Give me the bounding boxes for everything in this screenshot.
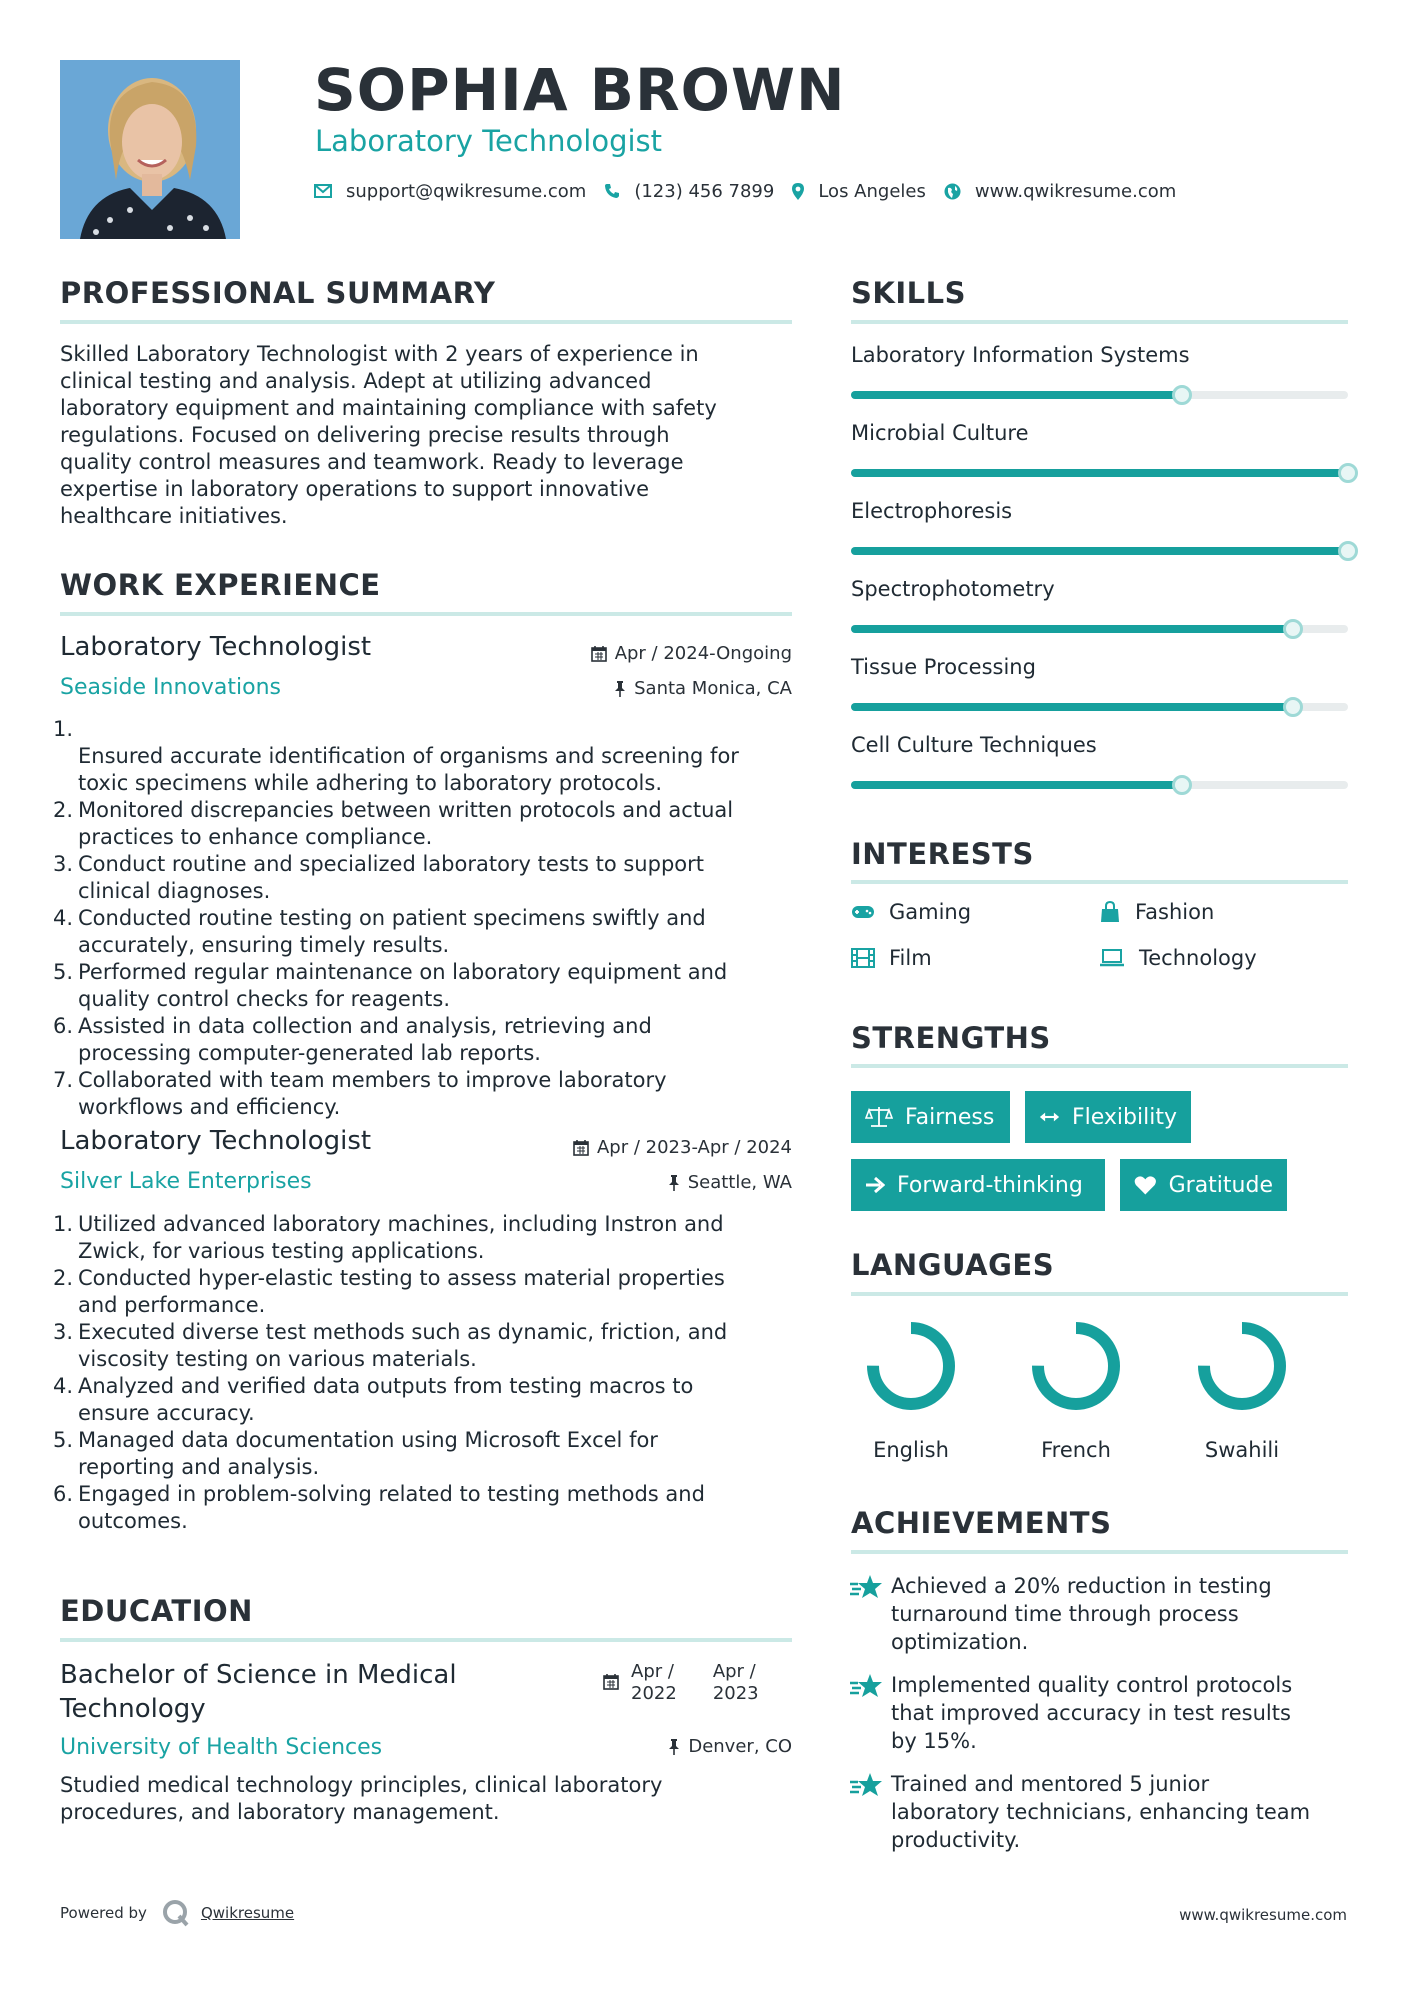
language-level-arc bbox=[873, 1328, 949, 1404]
language-item bbox=[836, 1318, 986, 1462]
skill-bar-handle bbox=[1338, 463, 1358, 483]
list-item: 2. Monitored discrepancies between written protocols and actual practices to enhance compliance. bbox=[53, 798, 734, 849]
footer-powered-by bbox=[60, 1898, 294, 1928]
education-end: Apr / 2023 bbox=[712, 1661, 759, 1704]
contact-bar bbox=[314, 178, 1194, 204]
list-item: 3. Executed diverse test methods such as dynamic, friction, and viscosity testing on various materials. bbox=[53, 1320, 728, 1371]
footer-site-link[interactable]: www.qwikresume.com bbox=[1179, 1906, 1347, 1924]
skill-bar bbox=[851, 469, 1348, 477]
pushpin-icon bbox=[668, 1175, 680, 1191]
list-item: 4. Analyzed and verified data outputs from testing macros to ensure accuracy. bbox=[53, 1374, 694, 1425]
list-item: 5. Performed regular maintenance on laboratory equipment and quality control checks for reagents. bbox=[53, 960, 728, 1011]
skill-label: Electrophoresis bbox=[851, 499, 1013, 523]
languages-divider bbox=[851, 1292, 1348, 1296]
job-duties-list bbox=[53, 1211, 800, 1535]
summary-line: clinical testing and analysis. Adept at utilizing advanced bbox=[60, 369, 652, 393]
skills-heading: SKILLS bbox=[851, 276, 966, 310]
list-item: 6. Engaged in problem-solving related to testing methods and outcomes. bbox=[53, 1482, 705, 1533]
skill-bar bbox=[851, 703, 1348, 711]
skill-bar bbox=[851, 391, 1348, 399]
profile-photo bbox=[60, 60, 240, 239]
school-location-text: Denver, CO bbox=[688, 1736, 792, 1757]
strength-badge-fairness bbox=[851, 1091, 1010, 1143]
summary-text bbox=[60, 341, 800, 530]
skill-bar-handle bbox=[1338, 541, 1358, 561]
job-dates-text: Apr / 2023-Apr / 2024 bbox=[596, 1137, 792, 1158]
list-item: 5. Managed data documentation using Microsoft Excel for reporting and analysis. bbox=[53, 1428, 658, 1479]
contact-email[interactable] bbox=[314, 181, 586, 202]
strength-label: Fairness bbox=[905, 1104, 995, 1130]
summary-line: regulations. Focused on delivering precise results through bbox=[60, 423, 670, 447]
job-title: Laboratory Technologist bbox=[60, 1126, 372, 1156]
strengths-heading: STRENGTHS bbox=[851, 1021, 1051, 1055]
skill-bar-fill bbox=[851, 391, 1182, 399]
strength-badge-forward-thinking bbox=[851, 1159, 1105, 1211]
arrows-horizontal-icon bbox=[1039, 1110, 1060, 1124]
language-level-ring bbox=[1028, 1318, 1124, 1414]
contact-email-text: support@qwikresume.com bbox=[346, 180, 587, 202]
skill-bar-handle bbox=[1172, 775, 1192, 795]
contact-phone-text: (123) 456 7899 bbox=[634, 180, 775, 202]
calendar-icon bbox=[591, 645, 607, 662]
summary-line: quality control measures and teamwork. Ready to leverage bbox=[60, 450, 684, 474]
degree-line: Bachelor of Science in Medical bbox=[60, 1660, 457, 1690]
interests-heading: INTERESTS bbox=[851, 837, 1034, 871]
list-item: 2. Conducted hyper-elastic testing to assess material properties and performance. bbox=[53, 1266, 725, 1317]
interest-technology bbox=[1099, 946, 1257, 970]
achievement-item: Achieved a 20% reduction in testing turnaround time through process optimization. bbox=[849, 1572, 1349, 1656]
interest-gaming bbox=[851, 900, 971, 924]
job-title: Laboratory Technologist bbox=[60, 632, 372, 662]
summary-line: laboratory equipment and maintaining compliance with safety bbox=[60, 396, 717, 420]
interest-film bbox=[851, 946, 932, 970]
contact-phone[interactable] bbox=[604, 181, 774, 202]
skill-bar-handle bbox=[1283, 697, 1303, 717]
education-divider bbox=[60, 1638, 792, 1642]
interest-label: Gaming bbox=[889, 900, 972, 924]
interest-label: Fashion bbox=[1135, 900, 1215, 924]
summary-divider bbox=[60, 320, 792, 324]
achievement-item: Implemented quality control protocols that improved accuracy in test results by 15%. bbox=[849, 1671, 1349, 1755]
strength-label: Gratitude bbox=[1168, 1172, 1273, 1198]
list-item: 1. Ensured accurate identification of organisms and screening for toxic specimens while adhering to laboratory protocols. bbox=[53, 717, 739, 795]
interest-label: Film bbox=[889, 946, 932, 970]
language-level-ring bbox=[863, 1318, 959, 1414]
language-label: English bbox=[873, 1438, 949, 1462]
achievements-heading: ACHIEVEMENTS bbox=[851, 1506, 1112, 1540]
star-trail-icon bbox=[849, 1772, 883, 1798]
job-company: Seaside Innovations bbox=[60, 675, 281, 700]
job-location-text: Santa Monica, CA bbox=[634, 678, 792, 699]
job-dates bbox=[573, 1137, 792, 1158]
education-description: Studied medical technology principles, clinical laboratory procedures, and laboratory management. bbox=[60, 1773, 663, 1824]
job-company: Silver Lake Enterprises bbox=[60, 1169, 312, 1194]
scale-icon bbox=[865, 1106, 893, 1128]
film-icon bbox=[851, 948, 875, 968]
list-item: 7. Collaborated with team members to improve laboratory workflows and efficiency. bbox=[53, 1068, 667, 1119]
skill-bar bbox=[851, 781, 1348, 789]
job-dates bbox=[591, 643, 792, 664]
qwikresume-logo-icon bbox=[161, 1898, 191, 1928]
strength-label: Flexibility bbox=[1072, 1104, 1177, 1130]
language-level-arc bbox=[1038, 1328, 1114, 1404]
summary-heading: PROFESSIONAL SUMMARY bbox=[60, 276, 496, 310]
language-label: French bbox=[1041, 1438, 1111, 1462]
shopping-bag-icon bbox=[1099, 901, 1121, 923]
experience-heading: WORK EXPERIENCE bbox=[60, 568, 381, 602]
skill-bar bbox=[851, 547, 1348, 555]
skill-label: Cell Culture Techniques bbox=[851, 733, 1097, 757]
job-location bbox=[614, 678, 792, 699]
summary-line: healthcare initiatives. bbox=[60, 504, 288, 528]
pushpin-icon bbox=[614, 681, 626, 697]
list-item: 4. Conducted routine testing on patient specimens swiftly and accurately, ensuring timely results. bbox=[53, 906, 706, 957]
qwikresume-link[interactable]: Qwikresume bbox=[200, 1904, 295, 1922]
list-item: 3. Conduct routine and specialized laboratory tests to support clinical diagnoses. bbox=[53, 852, 704, 903]
job-location bbox=[668, 1172, 792, 1193]
skill-label: Tissue Processing bbox=[851, 655, 1036, 679]
skill-label: Microbial Culture bbox=[851, 421, 1029, 445]
summary-line: expertise in laboratory operations to support innovative bbox=[60, 477, 650, 501]
skill-label: Spectrophotometry bbox=[851, 577, 1055, 601]
skill-bar-fill bbox=[851, 469, 1348, 477]
skill-bar-fill bbox=[851, 547, 1348, 555]
interest-label: Technology bbox=[1139, 946, 1257, 970]
contact-website-text: www.qwikresume.com bbox=[974, 180, 1177, 202]
skill-bar-fill bbox=[851, 781, 1182, 789]
heart-icon bbox=[1134, 1175, 1157, 1196]
language-item bbox=[1167, 1318, 1317, 1462]
envelope-icon bbox=[314, 184, 332, 198]
list-item: 1. Utilized advanced laboratory machines, including Instron and Zwick, for various testing applications. bbox=[53, 1212, 724, 1263]
candidate-name: SOPHIA BROWN bbox=[314, 56, 846, 124]
education-heading: EDUCATION bbox=[60, 1594, 253, 1628]
globe-icon bbox=[944, 183, 961, 200]
degree-title bbox=[60, 1658, 457, 1726]
language-label: Swahili bbox=[1204, 1438, 1280, 1462]
star-trail-icon bbox=[849, 1574, 883, 1600]
school-location bbox=[668, 1736, 792, 1757]
strength-badge-gratitude bbox=[1120, 1159, 1287, 1211]
strengths-divider bbox=[851, 1064, 1348, 1068]
language-level-ring bbox=[1194, 1318, 1290, 1414]
pushpin-icon bbox=[668, 1739, 680, 1755]
list-item: 6. Assisted in data collection and analysis, retrieving and processing computer-generated lab reports. bbox=[53, 1014, 652, 1065]
skill-bar-handle bbox=[1172, 385, 1192, 405]
contact-location bbox=[792, 181, 926, 202]
powered-by-text: Powered by bbox=[60, 1904, 147, 1922]
job-duties-list bbox=[53, 716, 800, 1121]
candidate-title: Laboratory Technologist bbox=[315, 124, 663, 158]
gamepad-icon bbox=[851, 904, 875, 920]
interests-divider bbox=[851, 880, 1348, 884]
skill-bar-fill bbox=[851, 703, 1293, 711]
skill-bar-handle bbox=[1283, 619, 1303, 639]
contact-website[interactable] bbox=[944, 181, 1176, 202]
degree-line: Technology bbox=[60, 1694, 206, 1724]
interest-fashion bbox=[1099, 900, 1214, 924]
map-marker-icon bbox=[792, 183, 804, 200]
job-dates-text: Apr / 2024-Ongoing bbox=[614, 643, 792, 664]
languages-heading: LANGUAGES bbox=[851, 1248, 1055, 1282]
skill-bar-fill bbox=[851, 625, 1293, 633]
job-location-text: Seattle, WA bbox=[687, 1172, 792, 1193]
laptop-icon bbox=[1099, 949, 1125, 967]
calendar-icon bbox=[603, 1673, 619, 1690]
skills-divider bbox=[851, 320, 1348, 324]
summary-line: Skilled Laboratory Technologist with 2 years of experience in bbox=[60, 342, 699, 366]
skill-bar bbox=[851, 625, 1348, 633]
calendar-icon bbox=[573, 1139, 589, 1156]
strength-badge-flexibility bbox=[1025, 1091, 1191, 1143]
skill-label: Laboratory Information Systems bbox=[851, 343, 1190, 367]
achievement-item: Trained and mentored 5 junior laboratory technicians, enhancing team productivity. bbox=[849, 1770, 1349, 1854]
experience-divider bbox=[60, 612, 792, 616]
language-level-arc bbox=[1204, 1328, 1280, 1404]
achievements-divider bbox=[851, 1550, 1348, 1554]
strength-label: Forward-thinking bbox=[897, 1172, 1083, 1198]
contact-location-text: Los Angeles bbox=[818, 180, 926, 202]
language-item bbox=[1001, 1318, 1151, 1462]
education-start: Apr / 2022 bbox=[631, 1661, 677, 1704]
school-name: University of Health Sciences bbox=[60, 1735, 383, 1760]
arrow-right-icon bbox=[865, 1176, 885, 1194]
phone-icon bbox=[604, 183, 620, 199]
education-dates bbox=[603, 1661, 759, 1705]
star-trail-icon bbox=[849, 1673, 883, 1699]
